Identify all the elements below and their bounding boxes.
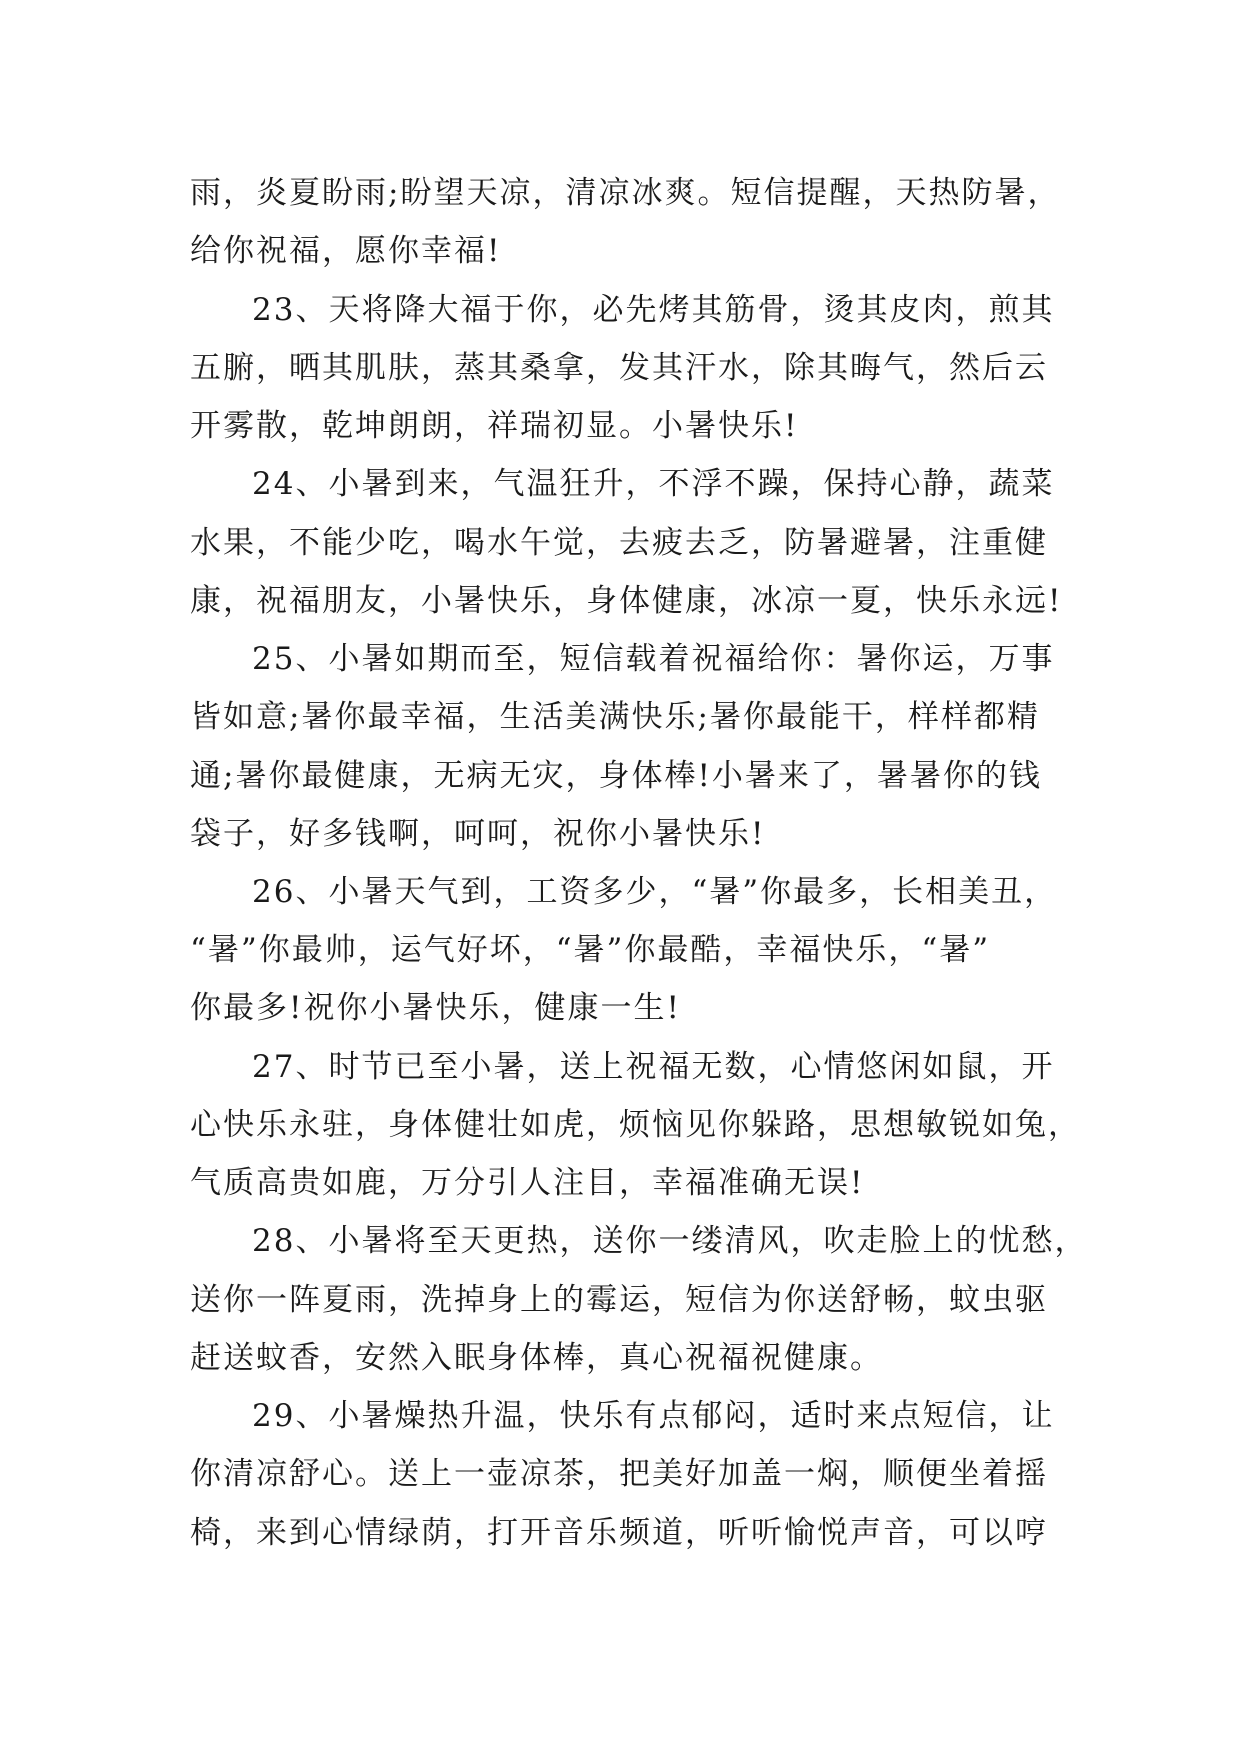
paragraph-29-line: 29、小暑燥热升温，快乐有点郁闷，适时来点短信，让 [252,1398,1055,1434]
text-line: 椅，来到心情绿荫，打开音乐频道，听听愉悦声音，可以哼 [190,1515,1048,1551]
text-line: 水果，不能少吃，喝水午觉，去疲去乏，防暑避暑，注重健 [190,525,1048,561]
text-line: 雨，炎夏盼雨;盼望天凉，清凉冰爽。短信提醒，天热防暑， [190,175,1061,211]
text-line: 通;暑你最健康，无病无灾，身体棒!小暑来了，暑暑你的钱 [190,758,1042,794]
text-line: 心快乐永驻，身体健壮如虎，烦恼见你躲路，思想敏锐如兔， [190,1107,1081,1143]
text-line: 给你祝福，愿你幸福! [190,233,502,269]
paragraph-23-line: 23、天将降大福于你，必先烤其筋骨，烫其皮肉，煎其 [252,292,1055,328]
paragraph-24-line: 24、小暑到来，气温狂升，不浮不躁，保持心静，蔬菜 [252,466,1055,502]
text-line: 气质高贵如鹿，万分引人注目，幸福准确无误! [190,1165,865,1201]
text-line: 康，祝福朋友，小暑快乐，身体健康，冰凉一夏，快乐永远! [190,583,1063,619]
text-line: 皆如意;暑你最幸福，生活美满快乐;暑你最能干，样样都精 [190,699,1040,735]
text-line: 你最多!祝你小暑快乐，健康一生! [190,990,681,1026]
text-line: 袋子，好多钱啊，呵呵，祝你小暑快乐! [190,816,766,852]
paragraph-26-line: 26、小暑天气到，工资多少，“暑”你最多，长相美丑， [252,874,1058,910]
paragraph-27-line: 27、时节已至小暑，送上祝福无数，心情悠闲如鼠，开 [252,1049,1055,1085]
text-line: 你清凉舒心。送上一壶凉茶，把美好加盖一焖，顺便坐着摇 [190,1456,1048,1492]
text-line: 送你一阵夏雨，洗掉身上的霉运，短信为你送舒畅，蚊虫驱 [190,1282,1048,1318]
paragraph-25-line: 25、小暑如期而至，短信载着祝福给你：暑你运，万事 [252,641,1055,677]
text-line: 五腑，晒其肌肤，蒸其桑拿，发其汗水，除其晦气，然后云 [190,350,1048,386]
paragraph-28-line: 28、小暑将至天更热，送你一缕清风，吹走脸上的忧愁， [252,1223,1088,1259]
text-line: 开雾散，乾坤朗朗，祥瑞初显。小暑快乐! [190,408,799,444]
text-line: 赶送蚊香，安然入眠身体棒，真心祝福祝健康。 [190,1340,883,1376]
text-line: “暑”你最帅，运气好坏，“暑”你最酷，幸福快乐，“暑” [190,932,991,968]
